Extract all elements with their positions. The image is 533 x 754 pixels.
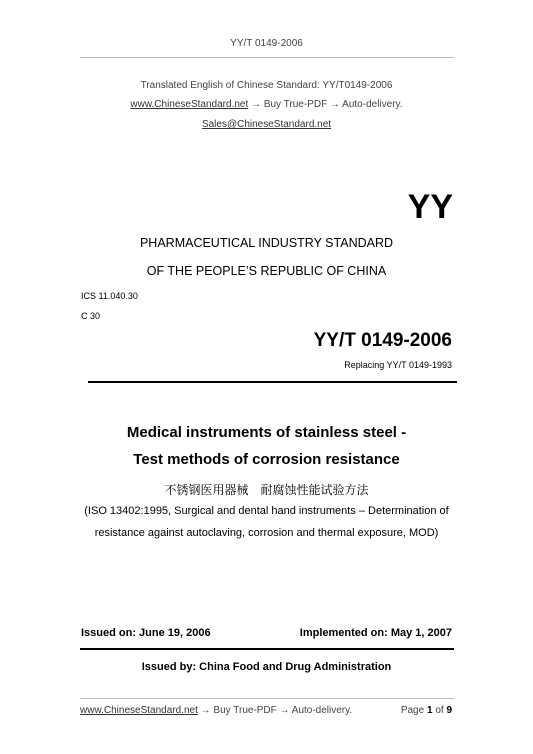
footer-purchase-notice <box>80 705 352 716</box>
iso-reference-line1: (ISO 13402:1995, Surgical and dental hand instruments – Determination of <box>84 505 449 517</box>
standard-number: YY/T 0149-2006 <box>313 330 452 351</box>
page-current: 1 <box>426 705 433 716</box>
standard-logo-code: YY <box>407 188 453 226</box>
email-link[interactable]: Sales@ChineseStandard.net <box>201 119 332 130</box>
issued-date: Issued on: June 19, 2006 <box>81 627 211 639</box>
footer-site-link[interactable]: www.ChineseStandard.net <box>80 705 198 716</box>
replacing-note: Replacing YY/T 0149-1993 <box>344 360 452 370</box>
ics-code: ICS 11.040.30 <box>81 291 138 301</box>
page-number <box>401 705 452 716</box>
main-divider <box>88 381 457 383</box>
page-of-label: of <box>435 705 444 716</box>
issuing-authority: Issued by: China Food and Drug Administration <box>141 661 392 673</box>
iso-reference-line2: resistance against autoclaving, corrosion and thermal exposure, MOD) <box>94 527 439 539</box>
page-label: Page <box>400 705 425 716</box>
header-divider <box>80 57 454 58</box>
document-title-chinese: 不锈钢医用器械 耐腐蚀性能试验方法 <box>164 483 369 497</box>
footer-divider <box>80 698 454 699</box>
page-total: 9 <box>446 705 452 716</box>
dates-divider <box>80 648 454 650</box>
implemented-date: Implemented on: May 1, 2007 <box>299 627 452 639</box>
footer-purchase-suffix: → Buy True-PDF → Auto-delivery. <box>197 705 353 716</box>
industry-title-line2: OF THE PEOPLE’S REPUBLIC OF CHINA <box>146 264 387 278</box>
industry-title-line1: PHARMACEUTICAL INDUSTRY STANDARD <box>139 236 394 250</box>
page-header-code: YY/T 0149-2006 <box>230 38 303 49</box>
purchase-notice-suffix: → Buy True-PDF → Auto-delivery. <box>248 99 403 110</box>
document-title-line1: Medical instruments of stainless steel - <box>126 424 407 441</box>
email-notice <box>0 119 533 130</box>
ccs-code: C 30 <box>81 311 101 321</box>
site-link[interactable]: www.ChineseStandard.net <box>130 99 249 110</box>
translation-notice: Translated English of Chinese Standard: YY/T0149-2006 <box>140 80 393 91</box>
document-title-line2: Test methods of corrosion resistance <box>133 451 400 468</box>
purchase-notice <box>0 99 533 110</box>
